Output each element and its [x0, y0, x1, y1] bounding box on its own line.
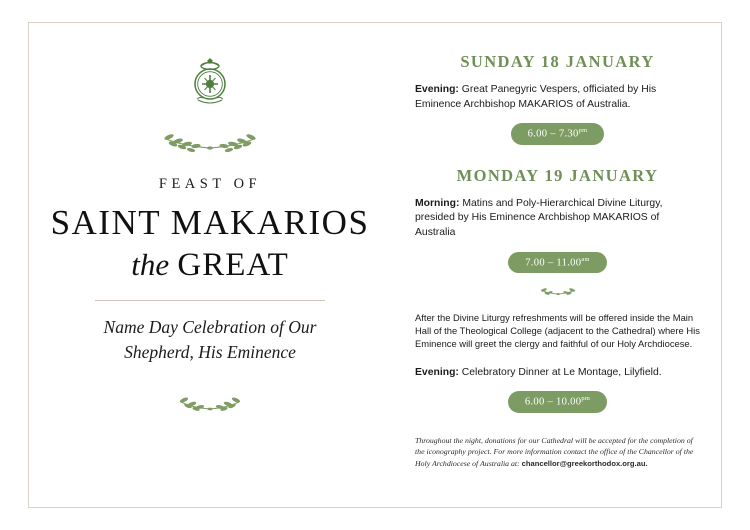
day-heading-sunday: SUNDAY 18 JANUARY: [460, 52, 655, 71]
day-heading-monday: MONDAY 19 JANUARY: [456, 165, 659, 185]
time-badge-monday-morning: [508, 252, 607, 274]
time-suffix: pm: [581, 395, 591, 403]
saint-name-title: SAINT MAKARIOS: [50, 203, 370, 242]
schedule-panel: [415, 52, 700, 477]
refreshments-note: After the Divine Liturgy refreshments will be offered inside the Main Hall of the Theological College (adjacent to the Cathedral) where His Eminence will greet the clergy and faithful of our Holy Archdiocese.: [415, 312, 700, 350]
olive-sprig-icon: [155, 391, 265, 417]
time-pill-row: [415, 252, 700, 274]
celebration-subtitle: [104, 315, 317, 365]
olive-sprig-divider-icon: [415, 286, 700, 298]
the-word: the: [131, 247, 170, 282]
time-badge-monday-evening: [508, 391, 607, 413]
event-body-text: Great Panegyric Vespers, officiated by His Eminence Archbishop MAKARIOS of Australia.: [415, 84, 657, 110]
event-lead-label: Morning:: [415, 197, 460, 209]
the-great-title: [131, 247, 288, 284]
time-pill-row: [415, 391, 700, 413]
event-monday-morning: [415, 197, 700, 241]
event-lead-label: Evening:: [415, 366, 459, 378]
donation-footer-note: [415, 435, 700, 469]
time-suffix: am: [581, 255, 590, 263]
olive-wreath-icon: [125, 124, 295, 158]
time-pill-row: [415, 123, 700, 145]
time-suffix: pm: [578, 127, 588, 135]
spacer: [415, 351, 700, 366]
feast-of-label: FEAST OF: [158, 176, 262, 192]
footer-note-text: Throughout the night, donations for our Cathedral will be accepted for the completion of the iconography project. For more information contact the office of the Chancellor of the Holy Archdiocese of Australia at:: [415, 435, 694, 468]
chancellor-email[interactable]: chancellor@greekorthodox.org.au.: [521, 458, 648, 468]
event-monday-evening: [415, 366, 700, 381]
greek-orthodox-crest-icon: [188, 56, 232, 108]
event-lead-label: Evening:: [415, 84, 459, 95]
time-value: 6.00 – 10.00: [524, 396, 582, 408]
subtitle-line-1: Name Day Celebration of Our: [103, 317, 317, 337]
event-body-text: Matins and Poly-Hierarchical Divine Liturgy, presided by His Eminence Archbishop MAKARIOS of Australia: [415, 197, 663, 238]
event-body-text: Celebratory Dinner at Le Montage, Lilyfield.: [458, 366, 662, 378]
title-panel: [40, 34, 380, 496]
title-divider: [95, 300, 325, 301]
subtitle-line-2: Shepherd, His Eminence: [124, 342, 296, 362]
spacer: [415, 145, 700, 166]
time-badge-sunday-evening: [511, 123, 605, 145]
great-word: GREAT: [177, 247, 289, 283]
time-value: 6.00 – 7.30: [527, 128, 579, 140]
time-value: 7.00 – 11.00: [525, 257, 582, 269]
event-sunday-evening: [415, 83, 700, 112]
